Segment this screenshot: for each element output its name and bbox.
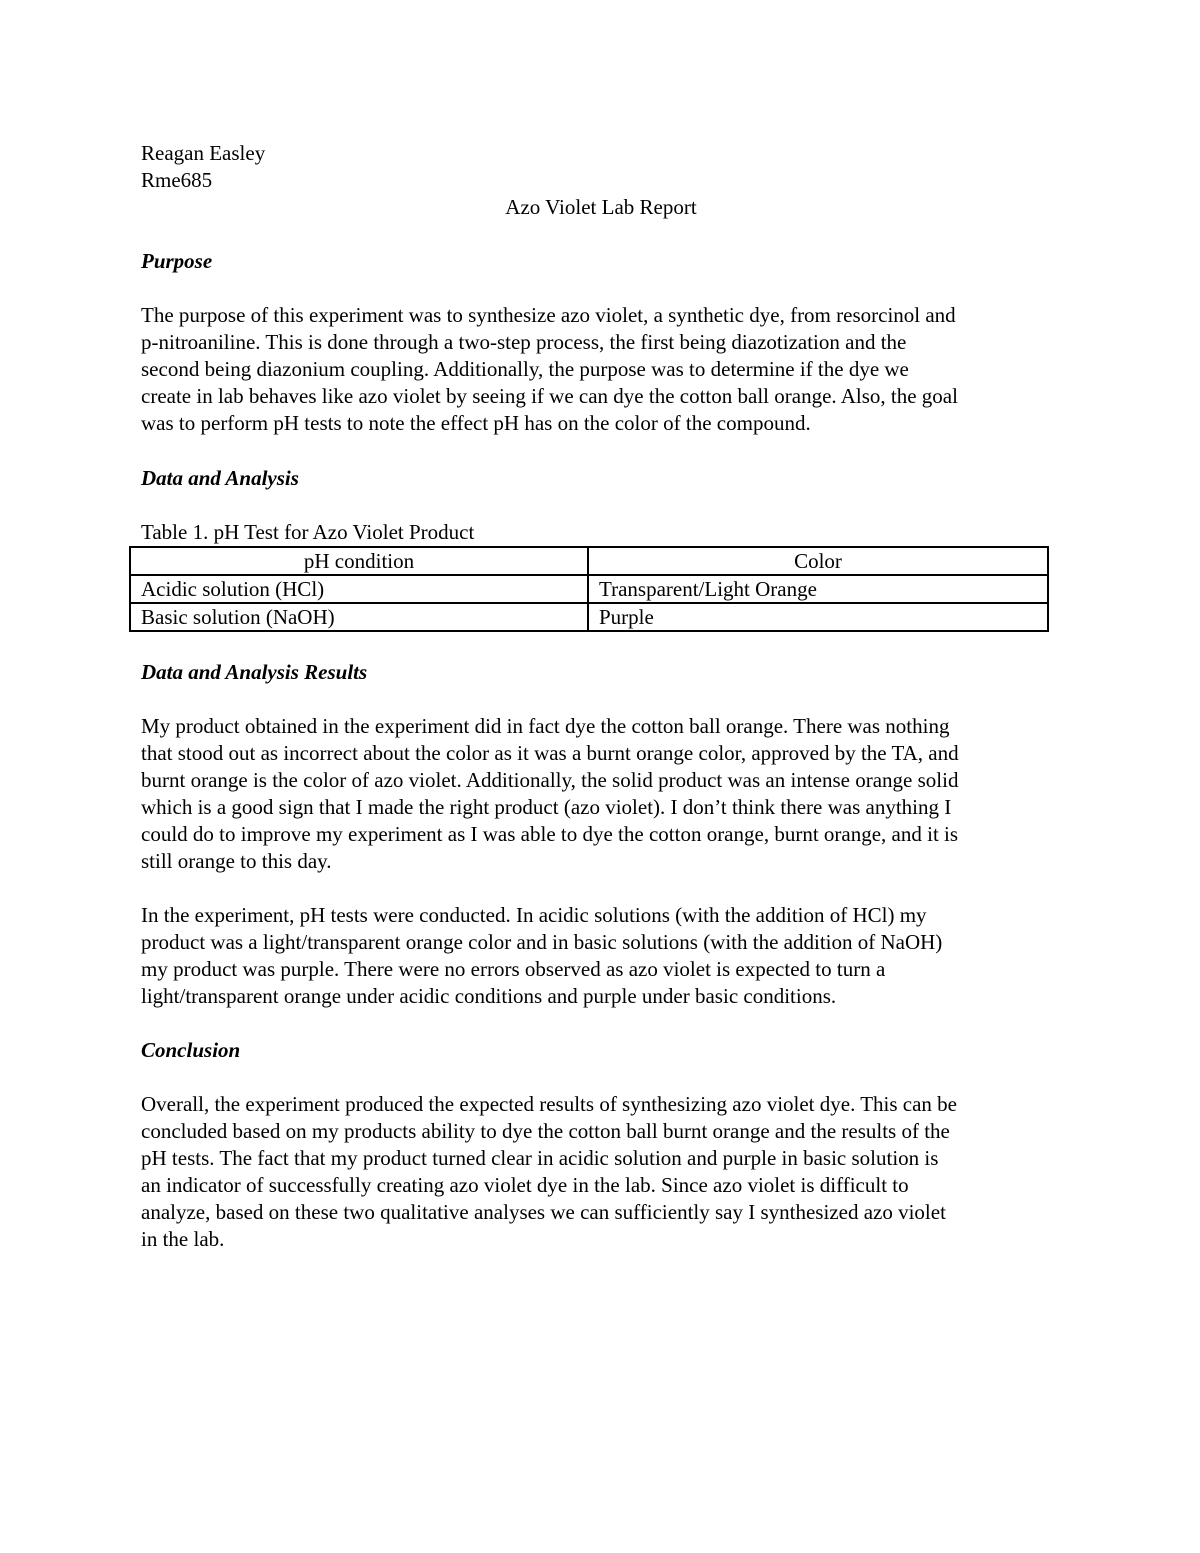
results-paragraph-2	[141, 902, 1061, 1010]
purpose-line: The purpose of this experiment was to synthesize azo violet, a synthetic dye, from resorcinol and	[141, 303, 956, 327]
purpose-line: create in lab behaves like azo violet by seeing if we can dye the cotton ball orange. Also, the goal	[141, 384, 958, 408]
document-page	[141, 140, 1061, 1253]
table-row	[130, 575, 1048, 603]
results-line: that stood out as incorrect about the color as it was a burnt orange color, approved by the TA, and	[141, 741, 959, 765]
spacer	[141, 632, 1061, 659]
results-line: my product was purple. There were no errors observed as azo violet is expected to turn a	[141, 957, 886, 981]
spacer	[141, 686, 1061, 713]
conclusion-line: concluded based on my products ability to dye the cotton ball burnt orange and the results of the	[141, 1119, 950, 1143]
results-line: My product obtained in the experiment did in fact dye the cotton ball orange. There was nothing	[141, 714, 950, 738]
conclusion-line: in the lab.	[141, 1227, 225, 1251]
results-line: which is a good sign that I made the right product (azo violet). I don’t think there was anything I	[141, 795, 952, 819]
conclusion-line: analyze, based on these two qualitative analyses we can sufficiently say I synthesized azo violet	[141, 1200, 946, 1224]
purpose-line: p-nitroaniline. This is done through a two-step process, the first being diazotization and the	[141, 330, 907, 354]
author-id: Rme685	[141, 168, 213, 192]
results-line: In the experiment, pH tests were conducted. In acidic solutions (with the addition of HCl) my	[141, 903, 927, 927]
spacer	[141, 492, 1061, 519]
table-header-cell: Color	[588, 547, 1048, 575]
table-cell: Acidic solution (HCl)	[130, 575, 588, 603]
conclusion-line: an indicator of successfully creating azo violet dye in the lab. Since azo violet is difficult to	[141, 1173, 909, 1197]
table-row	[130, 603, 1048, 631]
spacer	[141, 1064, 1061, 1091]
spacer	[141, 221, 1061, 248]
table-header-cell: pH condition	[130, 547, 588, 575]
results-line: still orange to this day.	[141, 849, 332, 873]
conclusion-line: pH tests. The fact that my product turned clear in acidic solution and purple in basic solution is	[141, 1146, 939, 1170]
purpose-line: was to perform pH tests to note the effect pH has on the color of the compound.	[141, 411, 811, 435]
results-line: could do to improve my experiment as I was able to dye the cotton orange, burnt orange, and it is	[141, 822, 959, 846]
conclusion-line: Overall, the experiment produced the expected results of synthesizing azo violet dye. This can be	[141, 1092, 958, 1116]
spacer	[141, 437, 1061, 465]
results-line: product was a light/transparent orange color and in basic solutions (with the addition of NaOH)	[141, 930, 943, 954]
spacer	[141, 275, 1061, 302]
purpose-line: second being diazonium coupling. Additionally, the purpose was to determine if the dye we	[141, 357, 909, 381]
table-cell: Basic solution (NaOH)	[130, 603, 588, 631]
purpose-heading: Purpose	[141, 249, 213, 273]
results-paragraph-1	[141, 713, 1061, 875]
conclusion-heading: Conclusion	[141, 1038, 241, 1062]
purpose-paragraph	[141, 302, 1061, 437]
ph-test-table	[129, 546, 1049, 632]
results-line: burnt orange is the color of azo violet. Additionally, the solid product was an intense orange solid	[141, 768, 959, 792]
conclusion-paragraph	[141, 1091, 1061, 1253]
table-header-row	[130, 547, 1048, 575]
data-analysis-heading: Data and Analysis	[141, 466, 299, 490]
document-title: Azo Violet Lab Report	[505, 195, 697, 219]
table-cell: Transparent/Light Orange	[588, 575, 1048, 603]
spacer	[141, 875, 1061, 902]
author-name: Reagan Easley	[141, 141, 266, 165]
results-line: light/transparent orange under acidic conditions and purple under basic conditions.	[141, 984, 837, 1008]
table-cell: Purple	[588, 603, 1048, 631]
table-caption: Table 1. pH Test for Azo Violet Product	[141, 520, 475, 544]
results-heading: Data and Analysis Results	[141, 660, 368, 684]
spacer	[141, 1010, 1061, 1037]
